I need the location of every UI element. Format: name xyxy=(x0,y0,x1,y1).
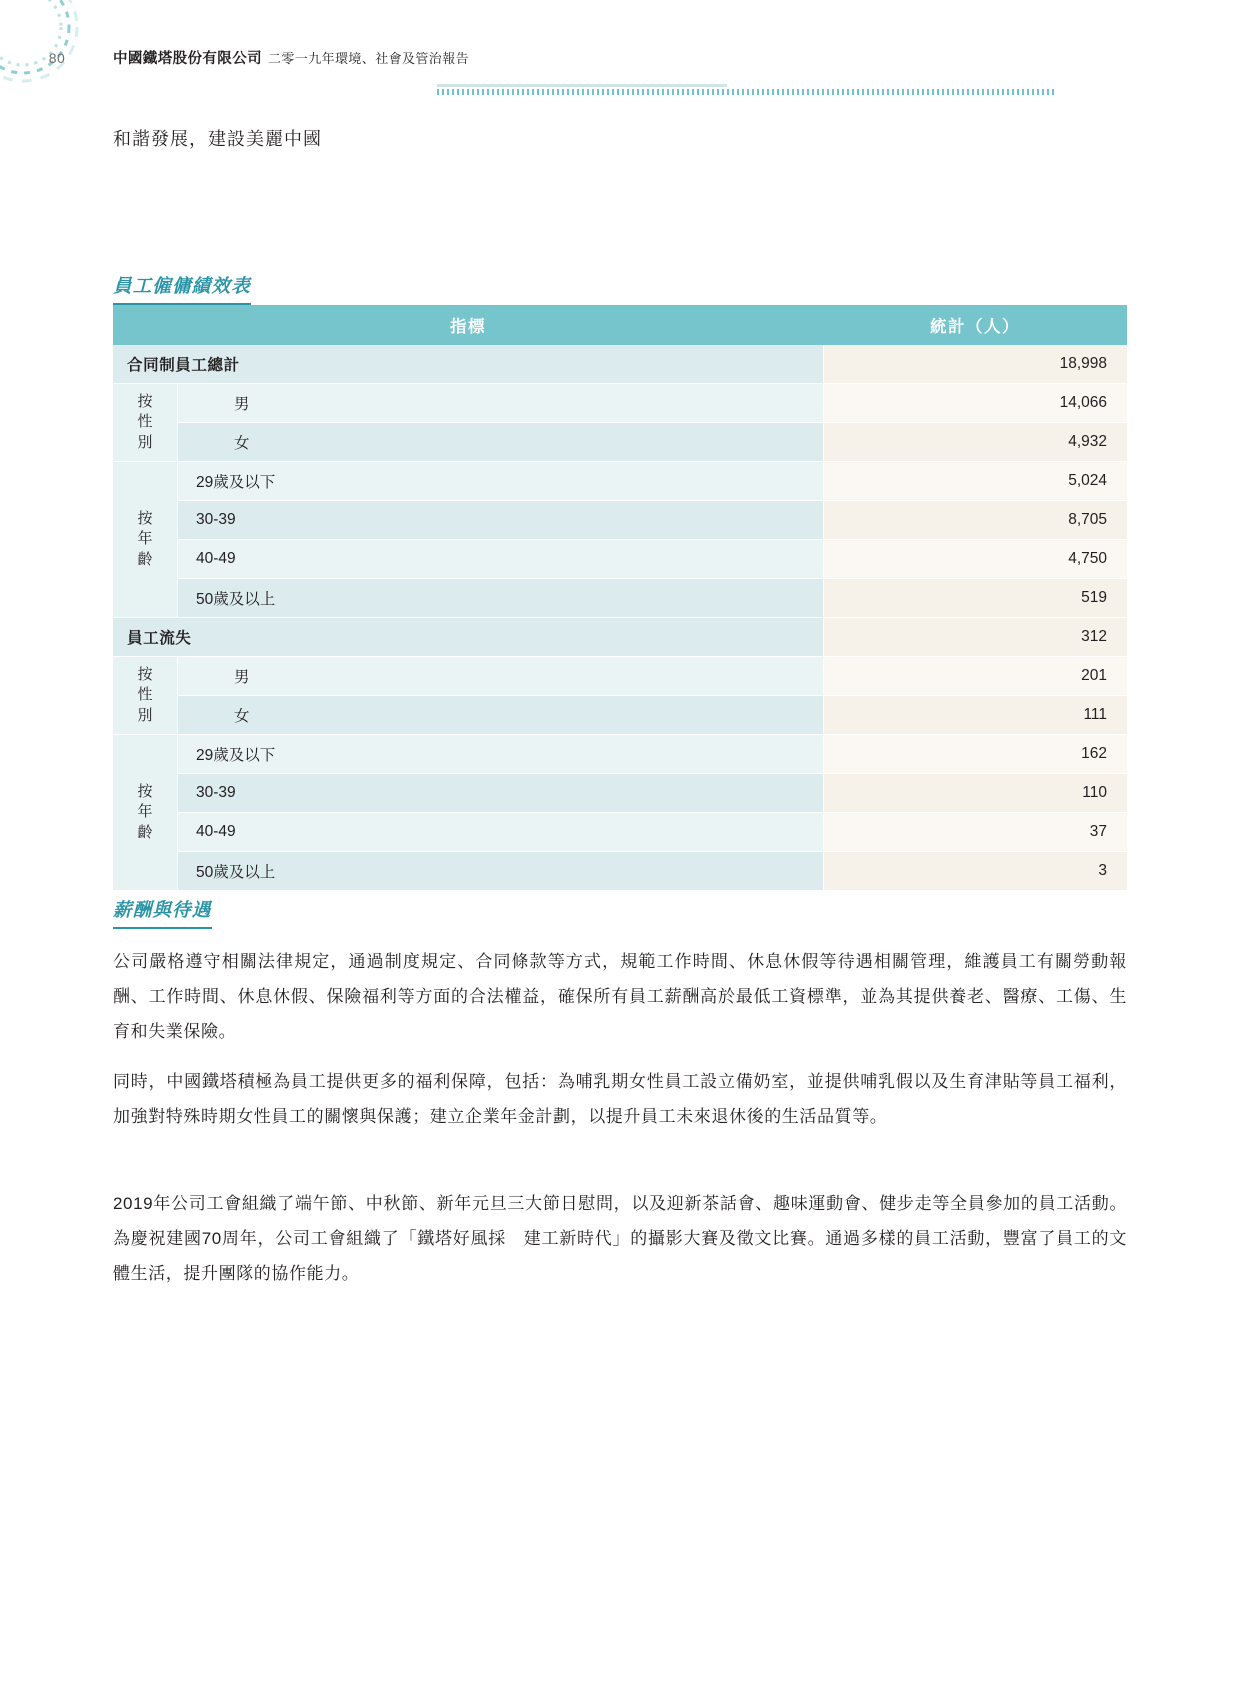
row-label: 40-49 xyxy=(178,540,824,579)
table-row xyxy=(113,852,1127,891)
table-row xyxy=(113,774,1127,813)
group-label-char: 性 xyxy=(137,413,153,431)
row-value: 162 xyxy=(823,735,1127,774)
table-row xyxy=(113,657,1127,696)
group-label-age xyxy=(113,735,178,891)
group-label-char: 按 xyxy=(137,393,153,411)
row-label: 合同制員工總計 xyxy=(113,345,823,384)
section-heading-employment-table: 員工僱傭績效表 xyxy=(113,272,251,305)
row-value: 110 xyxy=(823,774,1127,813)
group-label-char: 別 xyxy=(137,433,153,451)
table-row xyxy=(113,696,1127,735)
row-label: 員工流失 xyxy=(113,618,823,657)
group-label-char: 齡 xyxy=(137,823,153,841)
table-row xyxy=(113,384,1127,423)
column-header-statistic: 統計（人） xyxy=(823,305,1127,345)
paragraph-compensation: 公司嚴格遵守相關法律規定，通過制度規定、合同條款等方式，規範工作時間、休息休假等待遇相關管理，維護員工有關勞動報酬、工作時間、休息休假、保險福利等方面的合法權益，確保所有員工薪酬高於最低工資標準，並為其提供養老、醫療、工傷、生育和失業保險。 xyxy=(113,952,1127,1041)
group-label-char: 年 xyxy=(137,530,153,548)
row-value: 5,024 xyxy=(823,462,1127,501)
decorative-corner-mark xyxy=(0,0,88,92)
group-label-gender xyxy=(113,384,178,462)
row-value: 201 xyxy=(823,657,1127,696)
paragraph-benefits: 同時，中國鐵塔積極為員工提供更多的福利保障，包括：為哺乳期女性員工設立備奶室，並提供哺乳假以及生育津貼等員工福利，加強對特殊時期女性員工的關懷與保護；建立企業年金計劃，以提升員工未來退休後的生活品質等。 xyxy=(113,1072,1127,1126)
table-row xyxy=(113,735,1127,774)
row-label: 女 xyxy=(178,696,824,735)
table-row xyxy=(113,540,1127,579)
group-label-char: 性 xyxy=(137,686,153,704)
row-label: 女 xyxy=(178,423,824,462)
page-number: 80 xyxy=(48,50,66,66)
column-header-indicator: 指標 xyxy=(113,305,823,345)
table-row xyxy=(113,618,1127,657)
row-label: 男 xyxy=(178,384,824,423)
group-label-char: 別 xyxy=(137,706,153,724)
row-value: 14,066 xyxy=(823,384,1127,423)
table-row xyxy=(113,579,1127,618)
row-value: 37 xyxy=(823,813,1127,852)
row-value: 4,750 xyxy=(823,540,1127,579)
row-label: 50歲及以上 xyxy=(178,579,824,618)
row-value: 111 xyxy=(823,696,1127,735)
row-label: 30-39 xyxy=(178,774,824,813)
employment-performance-table xyxy=(113,305,1127,891)
row-label: 30-39 xyxy=(178,501,824,540)
table-row xyxy=(113,345,1127,384)
group-label-char: 按 xyxy=(137,666,153,684)
header-rule xyxy=(437,84,1057,95)
row-value: 4,932 xyxy=(823,423,1127,462)
row-label: 29歲及以下 xyxy=(178,735,824,774)
running-title: 和諧發展，建設美麗中國 xyxy=(113,129,322,149)
document-header xyxy=(113,47,469,68)
table-row xyxy=(113,501,1127,540)
group-label-char: 按 xyxy=(137,510,153,528)
group-label-char: 按 xyxy=(137,783,153,801)
table-header-row xyxy=(113,305,1127,345)
row-label: 29歲及以下 xyxy=(178,462,824,501)
row-label: 40-49 xyxy=(178,813,824,852)
group-label-gender xyxy=(113,657,178,735)
group-label-char: 齡 xyxy=(137,550,153,568)
header-rule-solid xyxy=(437,84,727,87)
row-value: 18,998 xyxy=(823,345,1127,384)
group-label-char: 年 xyxy=(137,803,153,821)
report-title: 二零一九年環境、社會及管治報告 xyxy=(268,51,470,66)
row-value: 312 xyxy=(823,618,1127,657)
row-value: 8,705 xyxy=(823,501,1127,540)
table-row xyxy=(113,423,1127,462)
company-name: 中國鐵塔股份有限公司 xyxy=(113,51,262,67)
table-row xyxy=(113,462,1127,501)
row-value: 3 xyxy=(823,852,1127,891)
row-label: 男 xyxy=(178,657,824,696)
section-heading-pay: 薪酬與待遇 xyxy=(113,896,212,929)
paragraph-activities: 2019年公司工會組織了端午節、中秋節、新年元旦三大節日慰問，以及迎新茶話會、趣味運動會、健步走等全員參加的員工活動。為慶祝建國70周年，公司工會組織了「鐵塔好風採 建工新時代」的攝影大賽及徵文比賽。通過多樣的員工活動，豐富了員工的文體生活，提升團隊的協作能力。 xyxy=(113,1194,1127,1283)
row-value: 519 xyxy=(823,579,1127,618)
group-label-age xyxy=(113,462,178,618)
header-rule-dots xyxy=(437,89,1057,95)
table-row xyxy=(113,813,1127,852)
row-label: 50歲及以上 xyxy=(178,852,824,891)
